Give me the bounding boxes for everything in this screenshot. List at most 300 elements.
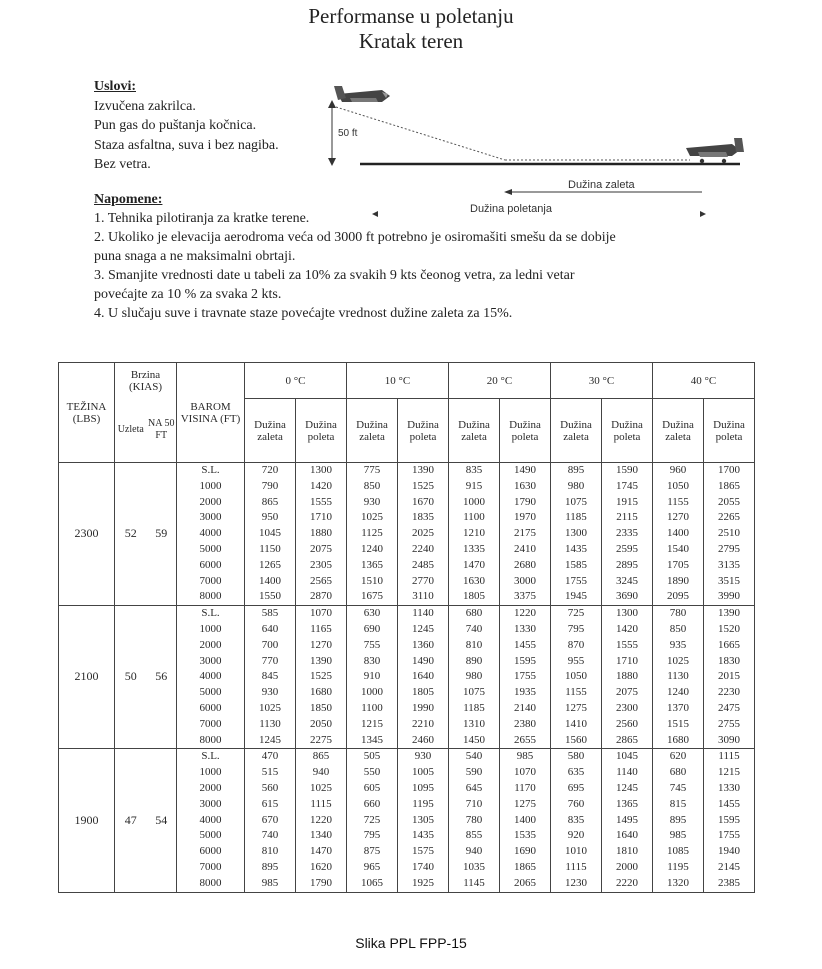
distance-value-cell: 1455: [500, 638, 551, 654]
distance-value-cell: 1165: [296, 622, 347, 638]
roll-value-cell: 635: [551, 765, 602, 781]
distance-value-cell: 1095: [398, 781, 449, 797]
roll-value-cell: 1145: [449, 876, 500, 892]
liftoff-speed-cell: 52: [115, 463, 147, 606]
distance-value-cell: 1390: [296, 654, 347, 670]
header-roll: Dužina zaleta: [653, 399, 704, 463]
climb-path: [336, 107, 505, 160]
roll-value-cell: 780: [653, 606, 704, 622]
roll-value-cell: 1755: [551, 574, 602, 590]
header-weight: TEŽINA (LBS): [59, 363, 115, 463]
distance-value-cell: 1170: [500, 781, 551, 797]
distance-value-cell: 1595: [704, 813, 755, 829]
distance-value-cell: 1455: [704, 797, 755, 813]
speed-50ft-cell: 59: [147, 463, 177, 606]
roll-value-cell: 505: [347, 749, 398, 765]
roll-value-cell: 1680: [653, 733, 704, 749]
note-line: povećajte za 10 % za svaka 2 kts.: [94, 287, 282, 302]
header-temp-40: 40 °C: [653, 363, 755, 399]
distance-value-cell: 1365: [602, 797, 653, 813]
distance-value-cell: 1520: [704, 622, 755, 638]
distance-value-cell: 985: [500, 749, 551, 765]
figure-caption: Slika PPL FPP-15: [355, 935, 467, 951]
distance-value-cell: 1880: [602, 669, 653, 685]
roll-value-cell: 560: [245, 781, 296, 797]
roll-value-cell: 1050: [653, 479, 704, 495]
distance-value-cell: 1830: [704, 654, 755, 670]
distance-value-cell: 1970: [500, 510, 551, 526]
roll-value-cell: 755: [347, 638, 398, 654]
note-line: 1. Tehnika pilotiranja za kratke terene.: [94, 211, 310, 226]
roll-value-cell: 895: [551, 463, 602, 479]
distance-value-cell: 2475: [704, 701, 755, 717]
condition-item: Pun gas do puštanja kočnica.: [94, 118, 257, 133]
conditions-block: [94, 77, 279, 175]
header-speed-liftoff: Uzleta: [115, 399, 147, 463]
roll-value-cell: 1130: [245, 717, 296, 733]
airplane-climb-icon: [334, 86, 390, 102]
distance-value-cell: 1745: [602, 479, 653, 495]
roll-value-cell: 515: [245, 765, 296, 781]
weight-cell: 1900: [59, 749, 115, 892]
roll-value-cell: 1155: [653, 495, 704, 511]
table-row: [59, 606, 755, 622]
distance-value-cell: 2865: [602, 733, 653, 749]
distance-value-cell: 2115: [602, 510, 653, 526]
altitude-cell: 3000: [177, 510, 245, 526]
roll-value-cell: 470: [245, 749, 296, 765]
roll-value-cell: 1300: [551, 526, 602, 542]
roll-value-cell: 1100: [347, 701, 398, 717]
distance-value-cell: 1555: [602, 638, 653, 654]
roll-value-cell: 1435: [551, 542, 602, 558]
table-row: [59, 749, 755, 765]
roll-value-cell: 1560: [551, 733, 602, 749]
distance-value-cell: 1340: [296, 828, 347, 844]
distance-value-cell: 1640: [602, 828, 653, 844]
note-line: 4. U slučaju suve i travnate staze povećajte vrednost dužine zaleta za 15%.: [94, 306, 513, 321]
distance-value-cell: 2145: [704, 860, 755, 876]
roll-value-cell: 745: [653, 781, 704, 797]
condition-item: Izvučena zakrilca.: [94, 98, 196, 114]
header-roll: Dužina zaleta: [245, 399, 296, 463]
roll-value-cell: 700: [245, 638, 296, 654]
roll-value-cell: 935: [653, 638, 704, 654]
weight-cell: 2100: [59, 606, 115, 749]
roll-value-cell: 680: [653, 765, 704, 781]
airplane-ground-icon: [686, 138, 744, 163]
distance-value-cell: 1490: [500, 463, 551, 479]
altitude-cell: S.L.: [177, 749, 245, 765]
altitude-cell: S.L.: [177, 463, 245, 479]
distance-value-cell: 2025: [398, 526, 449, 542]
distance-value-cell: 2050: [296, 717, 347, 733]
roll-value-cell: 695: [551, 781, 602, 797]
roll-value-cell: 1400: [245, 574, 296, 590]
header-dist: Dužina poleta: [500, 399, 551, 463]
roll-value-cell: 740: [449, 622, 500, 638]
distance-value-cell: 3690: [602, 589, 653, 605]
roll-value-cell: 1125: [347, 526, 398, 542]
conditions-header: Uslovi:: [94, 79, 136, 94]
distance-value-cell: 1805: [398, 685, 449, 701]
distance-value-cell: 1640: [398, 669, 449, 685]
roll-value-cell: 670: [245, 813, 296, 829]
distance-value-cell: 865: [296, 749, 347, 765]
header-temp-10: 10 °C: [347, 363, 449, 399]
distance-value-cell: 1935: [500, 685, 551, 701]
roll-value-cell: 1275: [551, 701, 602, 717]
distance-value-cell: 1390: [704, 606, 755, 622]
distance-value-cell: 1140: [602, 765, 653, 781]
distance-value-cell: 930: [398, 749, 449, 765]
distance-value-cell: 1620: [296, 860, 347, 876]
distance-value-cell: 1270: [296, 638, 347, 654]
distance-value-cell: 1220: [500, 606, 551, 622]
altitude-cell: 1000: [177, 479, 245, 495]
distance-value-cell: 1880: [296, 526, 347, 542]
distance-value-cell: 1330: [704, 781, 755, 797]
weight-cell: 2300: [59, 463, 115, 606]
roll-value-cell: 1085: [653, 844, 704, 860]
distance-value-cell: 2075: [296, 542, 347, 558]
distance-value-cell: 1330: [500, 622, 551, 638]
roll-value-cell: 680: [449, 606, 500, 622]
distance-value-cell: 1575: [398, 844, 449, 860]
roll-value-cell: 775: [347, 463, 398, 479]
roll-value-cell: 1075: [449, 685, 500, 701]
roll-value-cell: 1945: [551, 589, 602, 605]
distance-value-cell: 2485: [398, 558, 449, 574]
distance-value-cell: 1755: [704, 828, 755, 844]
distance-value-cell: 2755: [704, 717, 755, 733]
condition-item: Staza asfaltna, suva i bez nagiba.: [94, 137, 279, 153]
altitude-cell: 7000: [177, 860, 245, 876]
liftoff-speed-cell: 47: [115, 749, 147, 892]
header-dist: Dužina poleta: [704, 399, 755, 463]
title-line-2: Kratak teren: [358, 29, 464, 53]
note-line: 2. Ukoliko je elevacija aerodroma veća od 3000 ft potrebno je osiromašiti smešu da se dobije: [94, 230, 616, 245]
roll-value-cell: 1130: [653, 669, 704, 685]
distance-value-cell: 1525: [398, 479, 449, 495]
altitude-cell: 1000: [177, 622, 245, 638]
header-speed: Brzina (KIAS): [115, 363, 177, 399]
distance-value-cell: 2300: [602, 701, 653, 717]
distance-value-cell: 1915: [602, 495, 653, 511]
distance-value-cell: 1435: [398, 828, 449, 844]
distance-value-cell: 2595: [602, 542, 653, 558]
roll-value-cell: 540: [449, 749, 500, 765]
header-dist: Dužina poleta: [602, 399, 653, 463]
distance-value-cell: 1420: [296, 479, 347, 495]
roll-value-cell: 690: [347, 622, 398, 638]
distance-value-cell: 1555: [296, 495, 347, 511]
roll-value-cell: 1035: [449, 860, 500, 876]
roll-value-cell: 1370: [653, 701, 704, 717]
distance-value-cell: 1115: [296, 797, 347, 813]
distance-value-cell: 1025: [296, 781, 347, 797]
distance-value-cell: 940: [296, 765, 347, 781]
roll-value-cell: 835: [449, 463, 500, 479]
roll-value-cell: 1000: [347, 685, 398, 701]
header-roll: Dužina zaleta: [347, 399, 398, 463]
roll-value-cell: 1185: [551, 510, 602, 526]
roll-value-cell: 1215: [347, 717, 398, 733]
distance-value-cell: 1215: [704, 765, 755, 781]
distance-value-cell: 1245: [602, 781, 653, 797]
roll-value-cell: 985: [245, 876, 296, 892]
distance-value-cell: 1680: [296, 685, 347, 701]
roll-value-cell: 585: [245, 606, 296, 622]
roll-value-cell: 1240: [347, 542, 398, 558]
roll-value-cell: 1045: [245, 526, 296, 542]
roll-value-cell: 830: [347, 654, 398, 670]
roll-value-cell: 1155: [551, 685, 602, 701]
roll-value-cell: 1000: [449, 495, 500, 511]
roll-value-cell: 920: [551, 828, 602, 844]
roll-value-cell: 980: [449, 669, 500, 685]
roll-value-cell: 1240: [653, 685, 704, 701]
performance-table: [58, 362, 755, 893]
distance-value-cell: 3990: [704, 589, 755, 605]
header-temp-0: 0 °C: [245, 363, 347, 399]
distance-value-cell: 1005: [398, 765, 449, 781]
roll-label: Dužina zaleta: [568, 179, 635, 191]
distance-value-cell: 1690: [500, 844, 551, 860]
roll-value-cell: 915: [449, 479, 500, 495]
roll-value-cell: 1310: [449, 717, 500, 733]
distance-value-cell: 1195: [398, 797, 449, 813]
roll-value-cell: 605: [347, 781, 398, 797]
distance-value-cell: 2385: [704, 876, 755, 892]
distance-value-cell: 2770: [398, 574, 449, 590]
distance-value-cell: 1070: [500, 765, 551, 781]
roll-value-cell: 985: [653, 828, 704, 844]
distance-value-cell: 1525: [296, 669, 347, 685]
distance-value-cell: 2055: [704, 495, 755, 511]
roll-value-cell: 1185: [449, 701, 500, 717]
distance-value-cell: 1835: [398, 510, 449, 526]
title-line-1: Performanse u poletanju: [308, 4, 514, 28]
distance-value-cell: 2210: [398, 717, 449, 733]
roll-value-cell: 930: [245, 685, 296, 701]
roll-value-cell: 1025: [245, 701, 296, 717]
altitude-cell: 2000: [177, 638, 245, 654]
speed-50ft-cell: 56: [147, 606, 177, 749]
note-line: 3. Smanjite vrednosti date u tabeli za 10% za svakih 9 kts čeonog vetra, za ledni vetar: [94, 268, 575, 283]
distance-value-cell: 2565: [296, 574, 347, 590]
roll-value-cell: 1345: [347, 733, 398, 749]
roll-value-cell: 1450: [449, 733, 500, 749]
distance-value-cell: 2680: [500, 558, 551, 574]
distance-value-cell: 1300: [296, 463, 347, 479]
distance-value-cell: 2510: [704, 526, 755, 542]
distance-value-cell: 1275: [500, 797, 551, 813]
altitude-cell: 8000: [177, 733, 245, 749]
roll-value-cell: 1010: [551, 844, 602, 860]
distance-value-cell: 3245: [602, 574, 653, 590]
roll-value-cell: 1050: [551, 669, 602, 685]
distance-value-cell: 1865: [500, 860, 551, 876]
roll-value-cell: 1540: [653, 542, 704, 558]
altitude-cell: 6000: [177, 844, 245, 860]
distance-value-cell: 1220: [296, 813, 347, 829]
roll-value-cell: 845: [245, 669, 296, 685]
distance-value-cell: 3090: [704, 733, 755, 749]
roll-value-cell: 965: [347, 860, 398, 876]
roll-value-cell: 1550: [245, 589, 296, 605]
roll-value-cell: 720: [245, 463, 296, 479]
roll-value-cell: 1065: [347, 876, 398, 892]
roll-value-cell: 1100: [449, 510, 500, 526]
altitude-cell: 7000: [177, 717, 245, 733]
header-speed-50ft: NA 50 FT: [147, 399, 177, 463]
roll-value-cell: 850: [653, 622, 704, 638]
distance-value-cell: 3135: [704, 558, 755, 574]
roll-value-cell: 1365: [347, 558, 398, 574]
distance-value-cell: 1990: [398, 701, 449, 717]
weight-group: [59, 606, 755, 749]
roll-value-cell: 875: [347, 844, 398, 860]
distance-value-cell: 1495: [602, 813, 653, 829]
distance-value-cell: 2655: [500, 733, 551, 749]
distance-value-cell: 2075: [602, 685, 653, 701]
roll-value-cell: 890: [449, 654, 500, 670]
altitude-cell: 8000: [177, 589, 245, 605]
notes-block: [94, 190, 616, 323]
speed-50ft-cell: 54: [147, 749, 177, 892]
distance-value-cell: 1400: [500, 813, 551, 829]
roll-value-cell: 1400: [653, 526, 704, 542]
roll-value-cell: 1410: [551, 717, 602, 733]
header-roll: Dužina zaleta: [449, 399, 500, 463]
distance-value-cell: 1940: [704, 844, 755, 860]
altitude-cell: 4000: [177, 813, 245, 829]
roll-value-cell: 1470: [449, 558, 500, 574]
roll-value-cell: 1210: [449, 526, 500, 542]
roll-value-cell: 725: [551, 606, 602, 622]
distance-value-cell: 1865: [704, 479, 755, 495]
distance-value-cell: 1360: [398, 638, 449, 654]
roll-value-cell: 615: [245, 797, 296, 813]
roll-value-cell: 640: [245, 622, 296, 638]
distance-value-cell: 1740: [398, 860, 449, 876]
roll-value-cell: 760: [551, 797, 602, 813]
roll-value-cell: 740: [245, 828, 296, 844]
roll-value-cell: 1270: [653, 510, 704, 526]
roll-value-cell: 950: [245, 510, 296, 526]
altitude-cell: 4000: [177, 669, 245, 685]
distance-value-cell: 1710: [602, 654, 653, 670]
distance-value-cell: 1115: [704, 749, 755, 765]
distance-value-cell: 1390: [398, 463, 449, 479]
distance-value-cell: 1070: [296, 606, 347, 622]
distance-value-cell: 1245: [398, 622, 449, 638]
roll-value-cell: 955: [551, 654, 602, 670]
distance-value-cell: 2410: [500, 542, 551, 558]
roll-value-cell: 940: [449, 844, 500, 860]
roll-value-cell: 930: [347, 495, 398, 511]
distance-value-cell: 2305: [296, 558, 347, 574]
distance-value-cell: 3515: [704, 574, 755, 590]
distance-value-cell: 1045: [602, 749, 653, 765]
distance-value-cell: 3110: [398, 589, 449, 605]
altitude-cell: 3000: [177, 797, 245, 813]
notes-header: Napomene:: [94, 192, 163, 207]
altitude-cell: 2000: [177, 781, 245, 797]
distance-value-cell: 1490: [398, 654, 449, 670]
header-altitude: BAROM VISINA (FT): [177, 363, 245, 463]
distance-value-cell: 2560: [602, 717, 653, 733]
roll-value-cell: 1115: [551, 860, 602, 876]
roll-value-cell: 590: [449, 765, 500, 781]
roll-value-cell: 980: [551, 479, 602, 495]
altitude-cell: 4000: [177, 526, 245, 542]
distance-value-cell: 1700: [704, 463, 755, 479]
distance-value-cell: 2220: [602, 876, 653, 892]
roll-value-cell: 855: [449, 828, 500, 844]
distance-value-cell: 2175: [500, 526, 551, 542]
distance-value-cell: 1470: [296, 844, 347, 860]
distance-value-cell: 1665: [704, 638, 755, 654]
distance-value-cell: 2380: [500, 717, 551, 733]
takeoff-distance-label: Dužina poletanja: [470, 203, 552, 215]
distance-value-cell: 1595: [500, 654, 551, 670]
distance-value-cell: 1630: [500, 479, 551, 495]
roll-value-cell: 1075: [551, 495, 602, 511]
roll-value-cell: 815: [653, 797, 704, 813]
roll-value-cell: 1335: [449, 542, 500, 558]
distance-value-cell: 2230: [704, 685, 755, 701]
roll-value-cell: 850: [347, 479, 398, 495]
distance-value-cell: 1790: [500, 495, 551, 511]
altitude-cell: 6000: [177, 701, 245, 717]
roll-value-cell: 1630: [449, 574, 500, 590]
roll-value-cell: 870: [551, 638, 602, 654]
distance-value-cell: 1140: [398, 606, 449, 622]
header-dist: Dužina poleta: [296, 399, 347, 463]
header-dist: Dužina poleta: [398, 399, 449, 463]
roll-value-cell: 770: [245, 654, 296, 670]
roll-value-cell: 1025: [347, 510, 398, 526]
distance-value-cell: 3000: [500, 574, 551, 590]
roll-value-cell: 1515: [653, 717, 704, 733]
altitude-cell: 1000: [177, 765, 245, 781]
header-temp-20: 20 °C: [449, 363, 551, 399]
roll-value-cell: 660: [347, 797, 398, 813]
altitude-cell: 5000: [177, 685, 245, 701]
distance-value-cell: 3375: [500, 589, 551, 605]
distance-value-cell: 1925: [398, 876, 449, 892]
weight-group: [59, 749, 755, 892]
altitude-cell: S.L.: [177, 606, 245, 622]
distance-value-cell: 2275: [296, 733, 347, 749]
roll-value-cell: 1320: [653, 876, 704, 892]
roll-value-cell: 620: [653, 749, 704, 765]
condition-item: Bez vetra.: [94, 157, 151, 172]
roll-value-cell: 780: [449, 813, 500, 829]
height-label: 50 ft: [338, 128, 358, 139]
altitude-cell: 3000: [177, 654, 245, 670]
roll-value-cell: 710: [449, 797, 500, 813]
distance-value-cell: 1305: [398, 813, 449, 829]
roll-value-cell: 810: [449, 638, 500, 654]
distance-value-cell: 1790: [296, 876, 347, 892]
altitude-cell: 6000: [177, 558, 245, 574]
roll-value-cell: 1245: [245, 733, 296, 749]
roll-value-cell: 790: [245, 479, 296, 495]
roll-value-cell: 1510: [347, 574, 398, 590]
